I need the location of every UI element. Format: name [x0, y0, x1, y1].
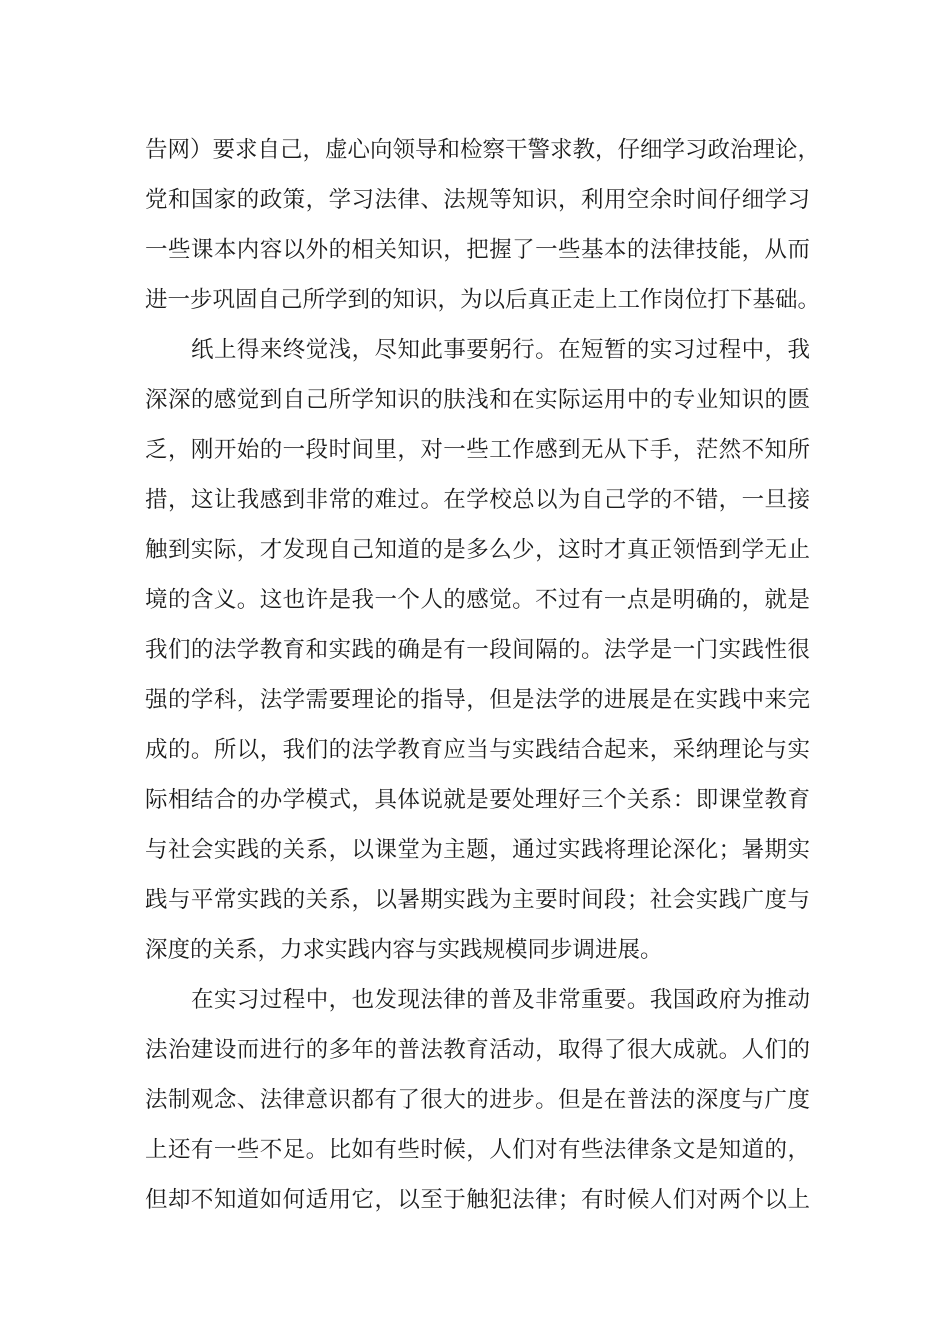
text-line: 触到实际，才发现自己知道的是多么少，这时才真正领悟到学无止: [145, 537, 810, 563]
text-line: 一些课本内容以外的相关知识，把握了一些基本的法律技能，从而: [145, 237, 810, 263]
text-line: 强的学科，法学需要理论的指导，但是法学的进展是在实践中来完: [145, 687, 810, 713]
text-line: 法治建设而进行的多年的普法教育活动，取得了很大成就。人们的: [145, 1037, 810, 1063]
paragraph-first-line: 在实习过程中，也发现法律的普及非常重要。我国政府为推动: [191, 987, 810, 1013]
text-line: 深深的感觉到自己所学知识的肤浅和在实际运用中的专业知识的匮: [145, 387, 810, 413]
text-line: 进一步巩固自己所学到的知识，为以后真正走上工作岗位打下基础。: [145, 287, 821, 313]
text-line: 法制观念、法律意识都有了很大的进步。但是在普法的深度与广度: [145, 1087, 810, 1113]
text-line: 但却不知道如何适用它，以至于触犯法律；有时候人们对两个以上: [145, 1187, 810, 1213]
text-line: 我们的法学教育和实践的确是有一段间隔的。法学是一门实践性很: [145, 637, 810, 663]
paragraph-first-line: 纸上得来终觉浅，尽知此事要躬行。在短暂的实习过程中，我: [191, 337, 810, 363]
text-line: 上还有一些不足。比如有些时候，人们对有些法律条文是知道的，: [145, 1137, 810, 1163]
text-line: 成的。所以，我们的法学教育应当与实践结合起来，采纳理论与实: [145, 737, 810, 763]
text-line: 党和国家的政策，学习法律、法规等知识，利用空余时间仔细学习: [145, 187, 810, 213]
text-line: 乏，刚开始的一段时间里，对一些工作感到无从下手，茫然不知所: [145, 437, 810, 463]
paragraph-last-line: 深度的关系，力求实践内容与实践规模同步调进展。: [145, 937, 663, 963]
text-line: 告网）要求自己，虚心向领导和检察干警求教，仔细学习政治理论，: [145, 137, 821, 163]
text-line: 与社会实践的关系，以课堂为主题，通过实践将理论深化；暑期实: [145, 837, 810, 863]
text-line: 际相结合的办学模式，具体说就是要处理好三个关系：即课堂教育: [145, 787, 810, 813]
text-line: 境的含义。这也许是我一个人的感觉。不过有一点是明确的，就是: [145, 587, 810, 613]
text-line: 践与平常实践的关系，以暑期实践为主要时间段；社会实践广度与: [145, 887, 810, 913]
text-line: 措，这让我感到非常的难过。在学校总以为自己学的不错，一旦接: [145, 487, 810, 513]
